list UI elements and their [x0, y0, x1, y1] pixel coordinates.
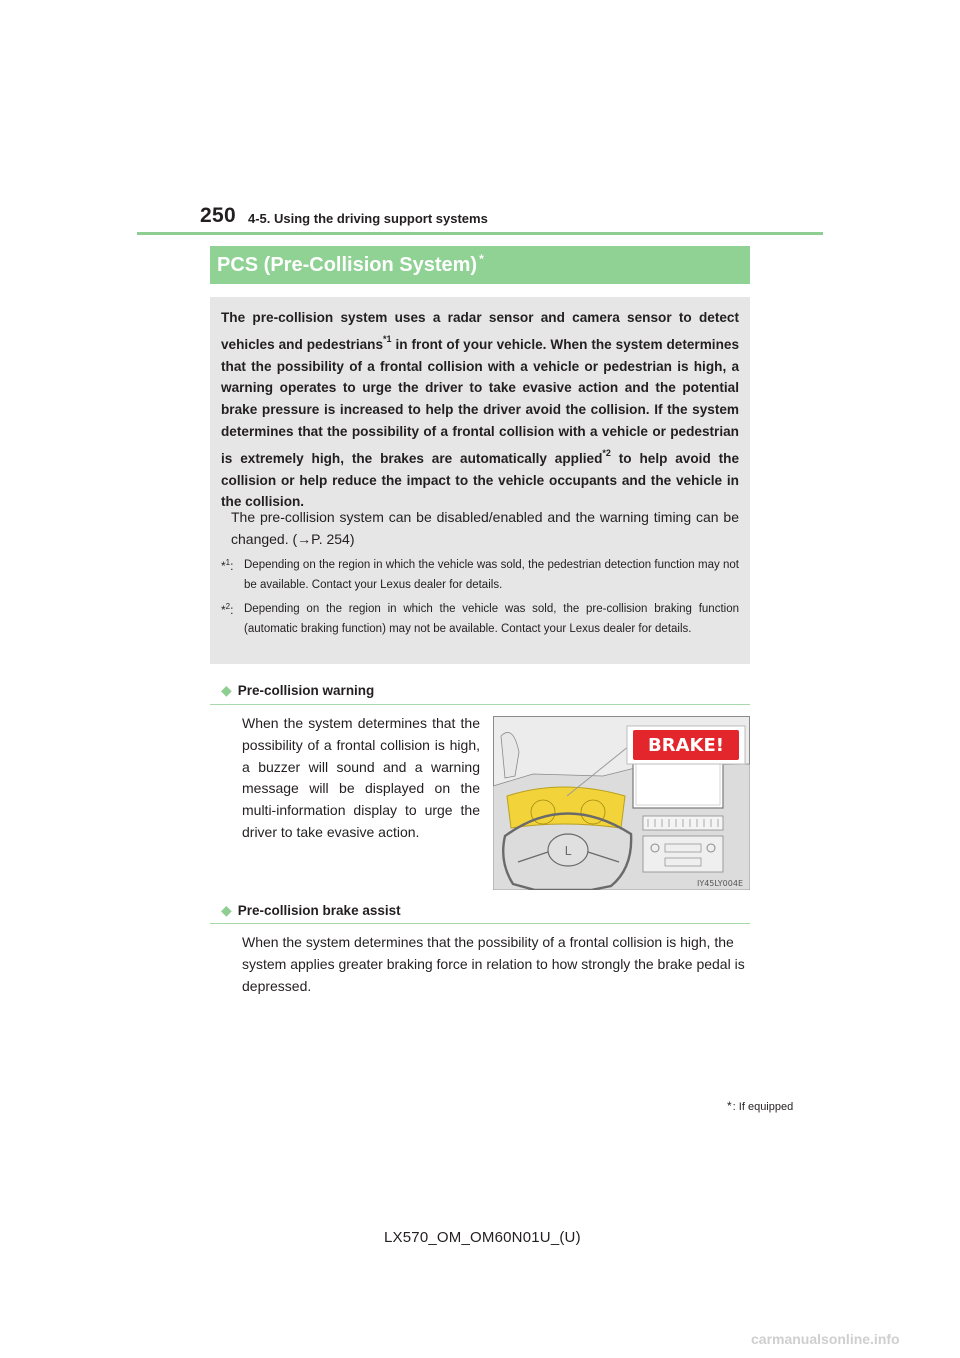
- intro-text-c: to help avoid the collision or help reduce the impact to the vehicle occupants and the vehicle in the collision.: [221, 450, 740, 510]
- footnote-ref-1: *1: [383, 333, 392, 344]
- footnote-1: [221, 556, 739, 595]
- footnote-2: [221, 600, 739, 639]
- dashboard-illustration: [493, 716, 750, 890]
- heading-text: Pre-collision brake assist: [237, 903, 401, 918]
- page-title-text: PCS (Pre-Collision System): [217, 254, 478, 276]
- section-breadcrumb: 4-5. Using the driving support systems: [248, 211, 488, 226]
- brake-assist-description: When the system determines that the possibility of a frontal collision is high, the system applies greater braking force in relation to how strongly the brake pedal is depressed.: [242, 934, 745, 994]
- heading-text: Pre-collision warning: [237, 683, 375, 698]
- intro-text-a: The pre-collision system uses a radar sensor and camera sensor to detect vehicles and pedestrians: [221, 310, 739, 352]
- diamond-bullet-icon: ◆: [221, 682, 232, 698]
- subheading-divider: [210, 923, 750, 924]
- title-equipped-marker: *: [479, 252, 484, 266]
- svg-text:L: L: [564, 844, 572, 858]
- intro-text-b: in front of your vehicle. When the system determines that the possibility of a frontal collision with a vehicle or pedestrian is high, a warning operates to urge the driver to take evasive action and the potential brake pressure is increased to help the driver avoid the collision. If the system determines that the possibility of a frontal collision with a vehicle or pedestrian is extremely high, the brakes are automatically applied: [221, 336, 739, 466]
- watermark: carmanualsonline.info: [751, 1331, 900, 1347]
- document-code: LX570_OM_OM60N01U_(U): [384, 1229, 581, 1246]
- illustration-code: IY45LY004E: [696, 879, 743, 888]
- subheading-divider: [210, 704, 750, 705]
- footnote-1-text: Depending on the region in which the vehicle was sold, the pedestrian detection function may not be available. Contact your Lexus dealer for details.: [244, 559, 739, 591]
- intro-settings-note: The pre-collision system can be disabled/enabled and the warning timing can be changed. (→P. 254): [231, 509, 739, 547]
- footnote-ref-2: *2: [602, 447, 611, 458]
- intro-paragraph: [221, 307, 739, 513]
- if-equipped-note: [727, 1099, 793, 1113]
- footnote-2-number: 2: [225, 602, 231, 611]
- footnote-2-mark: *$^2$:: [221, 602, 234, 617]
- footnote-1-mark: *$^1$:: [221, 558, 234, 573]
- page-number: 250: [200, 204, 236, 227]
- header-divider: [137, 232, 823, 235]
- heading-pre-collision-warning: [221, 682, 374, 699]
- warning-description: When the system determines that the possibility of a frontal collision is high, a buzzer will sound and a warning message will be displayed on the multi-information display to urge the driver to take evasive action.: [242, 715, 480, 840]
- brake-warning-callout: BRAKE!: [648, 735, 724, 756]
- footnote-2-text: Depending on the region in which the vehicle was sold, the pre-collision braking function (automatic braking function) may not be available. Contact your Lexus dealer for details.: [244, 603, 739, 635]
- page-title: [217, 252, 484, 277]
- if-equipped-text: : If equipped: [732, 1101, 794, 1113]
- footnote-1-number: 1: [225, 558, 231, 567]
- diamond-bullet-icon: ◆: [221, 902, 232, 918]
- asterisk-icon: *: [727, 1099, 732, 1113]
- heading-pre-collision-brake-assist: [221, 902, 401, 919]
